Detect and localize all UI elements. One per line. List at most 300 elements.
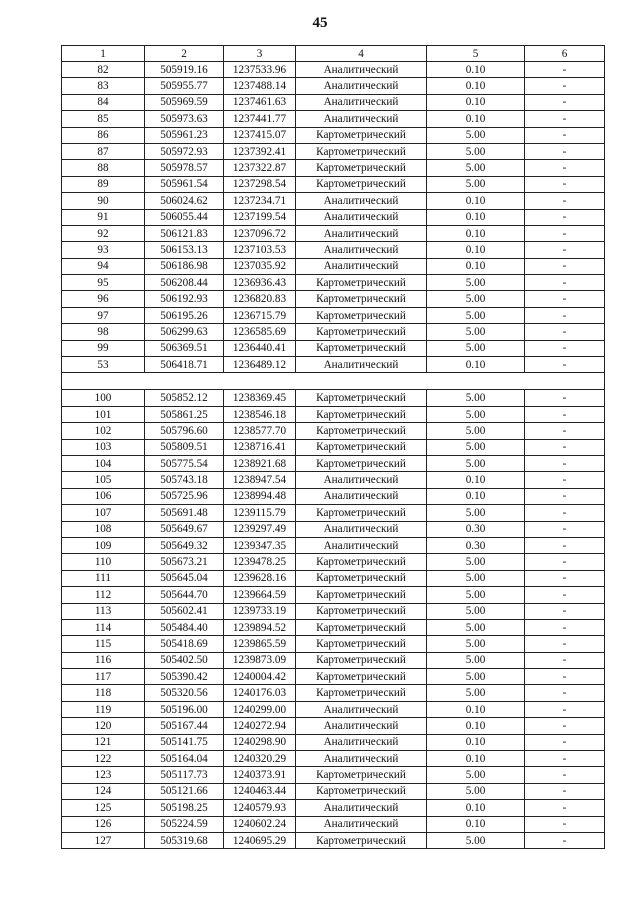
table-row (62, 406, 605, 422)
method-cell: Аналитический (296, 718, 427, 734)
note-cell: - (525, 242, 605, 258)
x-coordinate-cell: 505402.50 (145, 652, 224, 668)
accuracy-cell: 0.10 (427, 225, 525, 241)
note-cell: - (525, 832, 605, 848)
note-cell: - (525, 800, 605, 816)
method-cell: Картометрический (296, 406, 427, 422)
point-number-cell: 85 (62, 111, 145, 127)
point-number-cell: 110 (62, 554, 145, 570)
table-body-bottom (62, 390, 605, 849)
y-coordinate-cell: 1240298.90 (224, 734, 296, 750)
table-row (62, 718, 605, 734)
note-cell: - (525, 587, 605, 603)
note-cell: - (525, 225, 605, 241)
method-cell: Картометрический (296, 160, 427, 176)
note-cell: - (525, 603, 605, 619)
accuracy-cell: 5.00 (427, 767, 525, 783)
point-number-cell: 116 (62, 652, 145, 668)
x-coordinate-cell: 505852.12 (145, 390, 224, 406)
y-coordinate-cell: 1237441.77 (224, 111, 296, 127)
y-coordinate-cell: 1240695.29 (224, 832, 296, 848)
x-coordinate-cell: 506195.26 (145, 307, 224, 323)
point-number-cell: 125 (62, 800, 145, 816)
point-number-cell: 102 (62, 423, 145, 439)
accuracy-cell: 0.10 (427, 718, 525, 734)
note-cell: - (525, 537, 605, 553)
accuracy-cell: 0.10 (427, 357, 525, 373)
table-row (62, 390, 605, 406)
x-coordinate-cell: 505955.77 (145, 78, 224, 94)
method-cell: Аналитический (296, 472, 427, 488)
column-header-2: 2 (145, 46, 224, 62)
point-number-cell: 106 (62, 488, 145, 504)
y-coordinate-cell: 1238994.48 (224, 488, 296, 504)
note-cell: - (525, 193, 605, 209)
point-number-cell: 93 (62, 242, 145, 258)
x-coordinate-cell: 505390.42 (145, 669, 224, 685)
note-cell: - (525, 685, 605, 701)
note-cell: - (525, 78, 605, 94)
table-row (62, 127, 605, 143)
x-coordinate-cell: 505164.04 (145, 751, 224, 767)
column-header-6: 6 (525, 46, 605, 62)
point-number-cell: 99 (62, 340, 145, 356)
method-cell: Картометрический (296, 455, 427, 471)
y-coordinate-cell: 1237461.63 (224, 94, 296, 110)
y-coordinate-cell: 1239873.09 (224, 652, 296, 668)
point-number-cell: 126 (62, 816, 145, 832)
y-coordinate-cell: 1237392.41 (224, 143, 296, 159)
accuracy-cell: 5.00 (427, 832, 525, 848)
method-cell: Картометрический (296, 767, 427, 783)
method-cell: Картометрический (296, 176, 427, 192)
point-number-cell: 101 (62, 406, 145, 422)
table-row (62, 324, 605, 340)
table-row (62, 603, 605, 619)
y-coordinate-cell: 1237234.71 (224, 193, 296, 209)
table-row (62, 521, 605, 537)
method-cell: Аналитический (296, 357, 427, 373)
table-row (62, 160, 605, 176)
x-coordinate-cell: 506153.13 (145, 242, 224, 258)
table-row (62, 357, 605, 373)
table-row (62, 307, 605, 323)
method-cell: Картометрический (296, 783, 427, 799)
accuracy-cell: 0.10 (427, 242, 525, 258)
note-cell: - (525, 718, 605, 734)
x-coordinate-cell: 505796.60 (145, 423, 224, 439)
point-number-cell: 103 (62, 439, 145, 455)
y-coordinate-cell: 1239297.49 (224, 521, 296, 537)
point-number-cell: 114 (62, 619, 145, 635)
x-coordinate-cell: 505673.21 (145, 554, 224, 570)
table-row (62, 816, 605, 832)
y-coordinate-cell: 1237533.96 (224, 62, 296, 78)
table-row (62, 209, 605, 225)
point-number-cell: 124 (62, 783, 145, 799)
y-coordinate-cell: 1239628.16 (224, 570, 296, 586)
y-coordinate-cell: 1236585.69 (224, 324, 296, 340)
table-row (62, 242, 605, 258)
point-number-cell: 109 (62, 537, 145, 553)
note-cell: - (525, 111, 605, 127)
method-cell: Аналитический (296, 193, 427, 209)
table-row (62, 275, 605, 291)
x-coordinate-cell: 505961.54 (145, 176, 224, 192)
point-number-cell: 100 (62, 390, 145, 406)
table-row (62, 423, 605, 439)
x-coordinate-cell: 505319.68 (145, 832, 224, 848)
x-coordinate-cell: 506024.62 (145, 193, 224, 209)
note-cell: - (525, 275, 605, 291)
x-coordinate-cell: 505775.54 (145, 455, 224, 471)
method-cell: Аналитический (296, 521, 427, 537)
point-number-cell: 96 (62, 291, 145, 307)
point-number-cell: 107 (62, 505, 145, 521)
note-cell: - (525, 816, 605, 832)
y-coordinate-cell: 1240272.94 (224, 718, 296, 734)
accuracy-cell: 5.00 (427, 685, 525, 701)
x-coordinate-cell: 505743.18 (145, 472, 224, 488)
method-cell: Картометрический (296, 652, 427, 668)
table-row (62, 94, 605, 110)
x-coordinate-cell: 506121.83 (145, 225, 224, 241)
accuracy-cell: 5.00 (427, 505, 525, 521)
table-row (62, 832, 605, 848)
method-cell: Картометрический (296, 340, 427, 356)
y-coordinate-cell: 1236489.12 (224, 357, 296, 373)
method-cell: Аналитический (296, 111, 427, 127)
accuracy-cell: 5.00 (427, 406, 525, 422)
accuracy-cell: 5.00 (427, 275, 525, 291)
accuracy-cell: 5.00 (427, 570, 525, 586)
accuracy-cell: 0.10 (427, 111, 525, 127)
method-cell: Картометрический (296, 390, 427, 406)
note-cell: - (525, 291, 605, 307)
accuracy-cell: 5.00 (427, 455, 525, 471)
table-row (62, 62, 605, 78)
note-cell: - (525, 619, 605, 635)
y-coordinate-cell: 1240320.29 (224, 751, 296, 767)
method-cell: Картометрический (296, 143, 427, 159)
accuracy-cell: 5.00 (427, 423, 525, 439)
table-row (62, 734, 605, 750)
method-cell: Аналитический (296, 701, 427, 717)
y-coordinate-cell: 1240602.24 (224, 816, 296, 832)
table-row (62, 636, 605, 652)
accuracy-cell: 5.00 (427, 619, 525, 635)
x-coordinate-cell: 505969.59 (145, 94, 224, 110)
table-row (62, 669, 605, 685)
coordinates-table (61, 45, 605, 849)
x-coordinate-cell: 505649.32 (145, 537, 224, 553)
y-coordinate-cell: 1239478.25 (224, 554, 296, 570)
x-coordinate-cell: 505224.59 (145, 816, 224, 832)
note-cell: - (525, 209, 605, 225)
separator-row-group (62, 373, 605, 390)
table-row (62, 800, 605, 816)
x-coordinate-cell: 505809.51 (145, 439, 224, 455)
table-row (62, 505, 605, 521)
accuracy-cell: 5.00 (427, 127, 525, 143)
method-cell: Картометрический (296, 505, 427, 521)
blank-separator-row (62, 373, 605, 390)
method-cell: Аналитический (296, 488, 427, 504)
method-cell: Картометрический (296, 603, 427, 619)
accuracy-cell: 5.00 (427, 783, 525, 799)
method-cell: Картометрический (296, 439, 427, 455)
x-coordinate-cell: 506192.93 (145, 291, 224, 307)
column-header-3: 3 (224, 46, 296, 62)
y-coordinate-cell: 1236820.83 (224, 291, 296, 307)
accuracy-cell: 0.10 (427, 751, 525, 767)
method-cell: Аналитический (296, 78, 427, 94)
y-coordinate-cell: 1238577.70 (224, 423, 296, 439)
table-row (62, 783, 605, 799)
x-coordinate-cell: 505418.69 (145, 636, 224, 652)
accuracy-cell: 5.00 (427, 324, 525, 340)
y-coordinate-cell: 1237096.72 (224, 225, 296, 241)
x-coordinate-cell: 506418.71 (145, 357, 224, 373)
accuracy-cell: 0.10 (427, 193, 525, 209)
note-cell: - (525, 636, 605, 652)
y-coordinate-cell: 1239865.59 (224, 636, 296, 652)
note-cell: - (525, 94, 605, 110)
table-row (62, 751, 605, 767)
point-number-cell: 53 (62, 357, 145, 373)
note-cell: - (525, 455, 605, 471)
note-cell: - (525, 357, 605, 373)
table-row (62, 537, 605, 553)
note-cell: - (525, 783, 605, 799)
table-row (62, 554, 605, 570)
note-cell: - (525, 521, 605, 537)
point-number-cell: 91 (62, 209, 145, 225)
x-coordinate-cell: 505961.23 (145, 127, 224, 143)
accuracy-cell: 5.00 (427, 439, 525, 455)
accuracy-cell: 0.10 (427, 472, 525, 488)
point-number-cell: 92 (62, 225, 145, 241)
method-cell: Аналитический (296, 258, 427, 274)
y-coordinate-cell: 1240463.44 (224, 783, 296, 799)
point-number-cell: 117 (62, 669, 145, 685)
table-row (62, 340, 605, 356)
note-cell: - (525, 143, 605, 159)
method-cell: Картометрический (296, 291, 427, 307)
note-cell: - (525, 701, 605, 717)
table-body-top (62, 62, 605, 373)
point-number-cell: 83 (62, 78, 145, 94)
point-number-cell: 97 (62, 307, 145, 323)
y-coordinate-cell: 1240004.42 (224, 669, 296, 685)
method-cell: Аналитический (296, 816, 427, 832)
accuracy-cell: 5.00 (427, 307, 525, 323)
point-number-cell: 112 (62, 587, 145, 603)
method-cell: Картометрический (296, 324, 427, 340)
point-number-cell: 84 (62, 94, 145, 110)
table-row (62, 193, 605, 209)
point-number-cell: 118 (62, 685, 145, 701)
point-number-cell: 108 (62, 521, 145, 537)
column-header-1: 1 (62, 46, 145, 62)
accuracy-cell: 5.00 (427, 603, 525, 619)
table-row (62, 767, 605, 783)
table-row (62, 701, 605, 717)
method-cell: Картометрический (296, 275, 427, 291)
note-cell: - (525, 423, 605, 439)
accuracy-cell: 5.00 (427, 160, 525, 176)
method-cell: Картометрический (296, 127, 427, 143)
y-coordinate-cell: 1238716.41 (224, 439, 296, 455)
note-cell: - (525, 767, 605, 783)
method-cell: Аналитический (296, 537, 427, 553)
point-number-cell: 111 (62, 570, 145, 586)
method-cell: Картометрический (296, 307, 427, 323)
note-cell: - (525, 751, 605, 767)
x-coordinate-cell: 505973.63 (145, 111, 224, 127)
x-coordinate-cell: 505602.41 (145, 603, 224, 619)
note-cell: - (525, 62, 605, 78)
header-row (62, 46, 605, 62)
y-coordinate-cell: 1237199.54 (224, 209, 296, 225)
method-cell: Картометрический (296, 423, 427, 439)
accuracy-cell: 5.00 (427, 176, 525, 192)
y-coordinate-cell: 1236936.43 (224, 275, 296, 291)
table-row (62, 291, 605, 307)
x-coordinate-cell: 506186.98 (145, 258, 224, 274)
x-coordinate-cell: 506055.44 (145, 209, 224, 225)
y-coordinate-cell: 1240579.93 (224, 800, 296, 816)
method-cell: Картометрический (296, 636, 427, 652)
table-row (62, 78, 605, 94)
point-number-cell: 95 (62, 275, 145, 291)
point-number-cell: 123 (62, 767, 145, 783)
point-number-cell: 105 (62, 472, 145, 488)
y-coordinate-cell: 1237322.87 (224, 160, 296, 176)
method-cell: Аналитический (296, 225, 427, 241)
note-cell: - (525, 340, 605, 356)
x-coordinate-cell: 505644.70 (145, 587, 224, 603)
accuracy-cell: 5.00 (427, 554, 525, 570)
y-coordinate-cell: 1239347.35 (224, 537, 296, 553)
x-coordinate-cell: 505645.04 (145, 570, 224, 586)
table-row (62, 176, 605, 192)
point-number-cell: 89 (62, 176, 145, 192)
method-cell: Картометрический (296, 570, 427, 586)
accuracy-cell: 5.00 (427, 587, 525, 603)
note-cell: - (525, 669, 605, 685)
x-coordinate-cell: 506208.44 (145, 275, 224, 291)
note-cell: - (525, 652, 605, 668)
x-coordinate-cell: 505484.40 (145, 619, 224, 635)
y-coordinate-cell: 1239733.19 (224, 603, 296, 619)
method-cell: Картометрический (296, 669, 427, 685)
method-cell: Аналитический (296, 751, 427, 767)
accuracy-cell: 5.00 (427, 291, 525, 307)
note-cell: - (525, 488, 605, 504)
method-cell: Аналитический (296, 242, 427, 258)
y-coordinate-cell: 1236715.79 (224, 307, 296, 323)
accuracy-cell: 0.10 (427, 816, 525, 832)
accuracy-cell: 0.10 (427, 734, 525, 750)
method-cell: Аналитический (296, 734, 427, 750)
x-coordinate-cell: 505141.75 (145, 734, 224, 750)
y-coordinate-cell: 1236440.41 (224, 340, 296, 356)
note-cell: - (525, 570, 605, 586)
method-cell: Картометрический (296, 685, 427, 701)
note-cell: - (525, 439, 605, 455)
note-cell: - (525, 160, 605, 176)
y-coordinate-cell: 1238921.68 (224, 455, 296, 471)
table-row (62, 685, 605, 701)
x-coordinate-cell: 505861.25 (145, 406, 224, 422)
method-cell: Аналитический (296, 94, 427, 110)
accuracy-cell: 5.00 (427, 652, 525, 668)
x-coordinate-cell: 505196.00 (145, 701, 224, 717)
accuracy-cell: 0.30 (427, 537, 525, 553)
x-coordinate-cell: 505919.16 (145, 62, 224, 78)
table-row (62, 258, 605, 274)
accuracy-cell: 0.10 (427, 94, 525, 110)
table-row (62, 488, 605, 504)
note-cell: - (525, 472, 605, 488)
table-row (62, 225, 605, 241)
note-cell: - (525, 554, 605, 570)
note-cell: - (525, 734, 605, 750)
y-coordinate-cell: 1239115.79 (224, 505, 296, 521)
point-number-cell: 88 (62, 160, 145, 176)
y-coordinate-cell: 1237488.14 (224, 78, 296, 94)
method-cell: Картометрический (296, 619, 427, 635)
point-number-cell: 82 (62, 62, 145, 78)
accuracy-cell: 0.10 (427, 62, 525, 78)
method-cell: Аналитический (296, 62, 427, 78)
y-coordinate-cell: 1238947.54 (224, 472, 296, 488)
method-cell: Аналитический (296, 800, 427, 816)
y-coordinate-cell: 1238369.45 (224, 390, 296, 406)
accuracy-cell: 0.10 (427, 258, 525, 274)
point-number-cell: 90 (62, 193, 145, 209)
note-cell: - (525, 258, 605, 274)
page-number: 45 (312, 15, 328, 31)
point-number-cell: 94 (62, 258, 145, 274)
method-cell: Картометрический (296, 587, 427, 603)
point-number-cell: 115 (62, 636, 145, 652)
x-coordinate-cell: 505725.96 (145, 488, 224, 504)
accuracy-cell: 0.10 (427, 78, 525, 94)
table-row (62, 111, 605, 127)
point-number-cell: 104 (62, 455, 145, 471)
note-cell: - (525, 390, 605, 406)
y-coordinate-cell: 1239664.59 (224, 587, 296, 603)
accuracy-cell: 0.10 (427, 701, 525, 717)
accuracy-cell: 5.00 (427, 669, 525, 685)
table-row (62, 472, 605, 488)
x-coordinate-cell: 505121.66 (145, 783, 224, 799)
table-row (62, 570, 605, 586)
y-coordinate-cell: 1237103.53 (224, 242, 296, 258)
note-cell: - (525, 307, 605, 323)
y-coordinate-cell: 1240176.03 (224, 685, 296, 701)
accuracy-cell: 0.10 (427, 488, 525, 504)
y-coordinate-cell: 1237415.07 (224, 127, 296, 143)
point-number-cell: 120 (62, 718, 145, 734)
point-number-cell: 98 (62, 324, 145, 340)
point-number-cell: 113 (62, 603, 145, 619)
note-cell: - (525, 176, 605, 192)
column-header-4: 4 (296, 46, 427, 62)
column-header-5: 5 (427, 46, 525, 62)
